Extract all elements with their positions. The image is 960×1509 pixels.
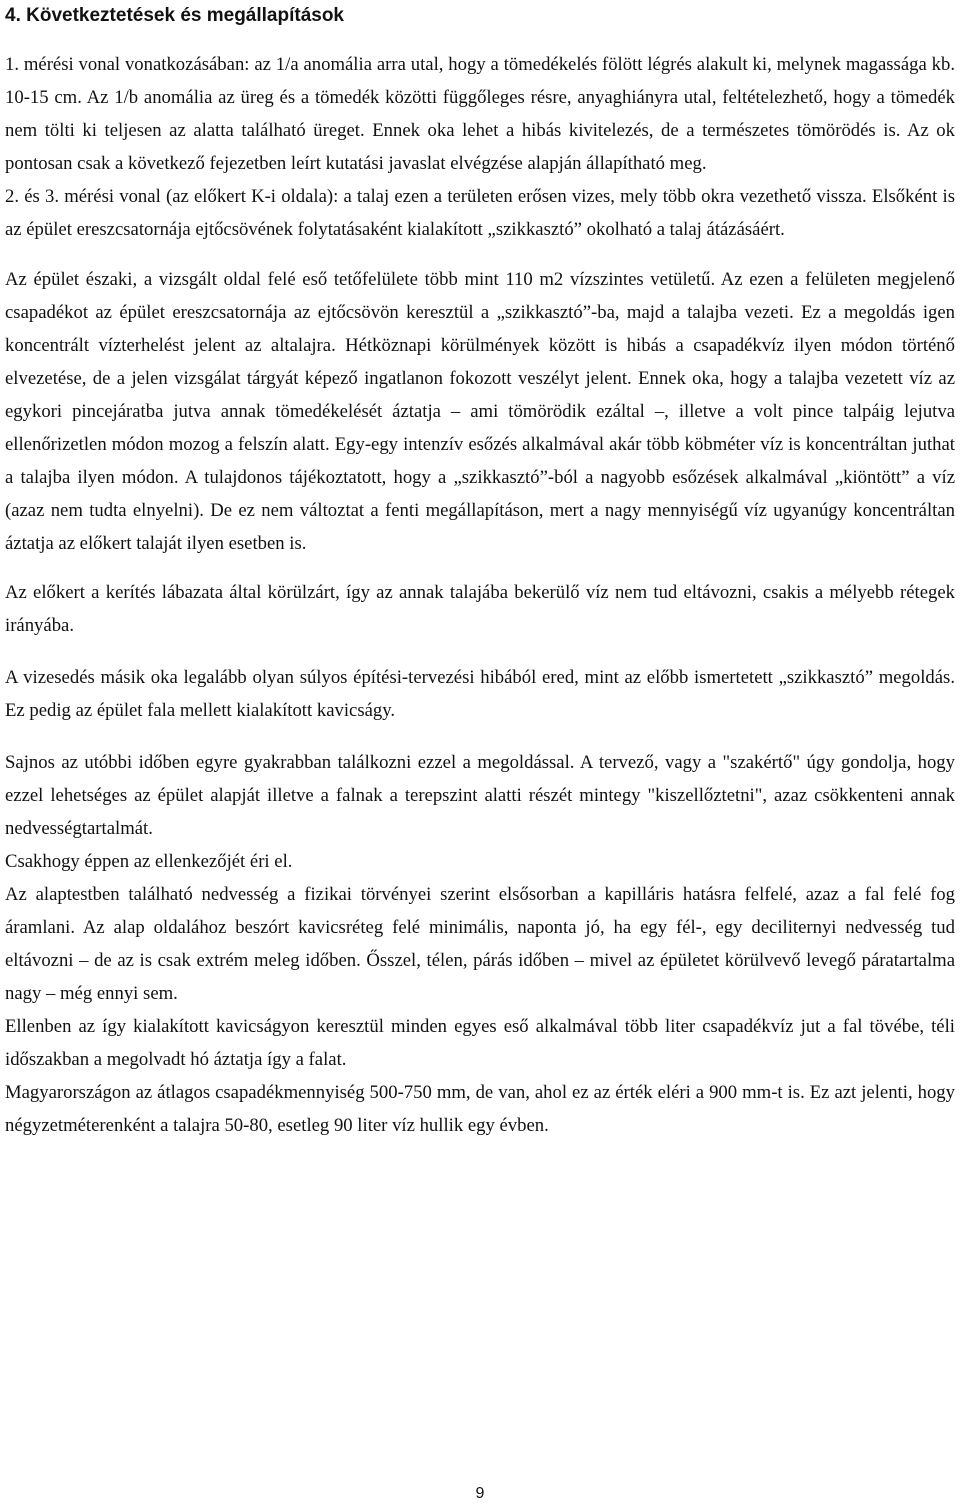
paragraph-measurement-line-1: 1. mérési vonal vonatkozásában: az 1/a anomália arra utal, hogy a tömedékelés fölött légrés alakult ki, melynek magassága kb. 10-15 cm. Az 1/b anomália az üreg és a tömedék közötti függőleges résre, anyaghiányra utal, feltételezhető, hogy a tömedék nem tölti ki teljesen az alatta található üreget. Ennek oka lehet a hibás kivitelezés, de a természetes tömörödés is. Az ok pontosan csak a következő fejezetben leírt kutatási javaslat elvégzése alapján állapítható meg.: [5, 54, 955, 174]
paragraph-capillary-moisture: Az alaptestben található nedvesség a fizikai törvényei szerint elsősorban a kapilláris hatásra felfelé, azaz a fal felé fog áramlani. Az alap oldalához beszórt kavicsréteg felé minimális, naponta jó, ha egy fél-, egy deciliternyi nedvesség tud eltávozni – de az is csak extrém meleg időben. Ősszel, télen, párás időben – mivel az épületet körülvevő levegő páratartalma nagy – még ennyi sem.: [5, 884, 955, 1004]
paragraph-opposite-effect: Csakhogy éppen az ellenkezőjét éri el.: [5, 851, 293, 872]
page-number: 9: [475, 1485, 485, 1502]
paragraph-gravel-bed: A vizesedés másik oka legalább olyan súlyos építési-tervezési hibából ered, mint az előbb ismertetett „szikkasztó” megoldás. Ez pedig az épület fala mellett kialakított kavicságy.: [5, 667, 955, 721]
document-page: [5, 0, 955, 1142]
paragraph-front-garden: Az előkert a kerítés lábazata által körülzárt, így az annak talajába bekerülő víz nem tud eltávozni, csakis a mélyebb rétegek irányába.: [5, 582, 955, 636]
paragraph-rainwater-infiltration: Ellenben az így kialakított kavicságyon keresztül minden egyes eső alkalmával több liter csapadékvíz jut a fal tövébe, téli időszakban a megolvadt hó áztatja így a falat.: [5, 1016, 955, 1070]
paragraph-designer-opinion: Sajnos az utóbbi időben egyre gyakrabban találkozni ezzel a megoldással. A tervező, vagy a "szakértő" úgy gondolja, hogy ezzel lehetséges az épület alapját illetve a falnak a terepszint alatti részét mintegy "kiszellőztetni", azaz csökkenteni annak nedvességtartalmát.: [5, 752, 955, 839]
paragraph-roof-drainage: Az épület északi, a vizsgált oldal felé eső tetőfelülete több mint 110 m2 vízszintes vetületű. Az ezen a felületen megjelenő csapadékot az épület ereszcsatornája az ejtőcsövön keresztül a „szikkasztó”-ba, majd a talajba vezeti. Ez a megoldás igen koncentrált vízterhelést jelent az altalajra. Hétköznapi körülmények között is hibás a csapadékvíz ilyen módon történő elvezetése, de a jelen vizsgálat tárgyát képező ingatlanon fokozott veszélyt jelent. Ennek oka, hogy a talajba vezetett víz az egykori pincejáratba jutva annak tömedékelését áztatja – ami tömörödik ezáltal –, illetve a volt pince talpáig lejutva ellenőrizetlen módon mozog a felszín alatt. Egy-egy intenzív esőzés alkalmával akár több köbméter víz is koncentráltan juthat a talajba ilyen módon. A tulajdonos tájékoztatott, hogy a „szikkasztó”-ból a nagyobb esőzések alkalmával „kiöntött” a víz (azaz nem tudta elnyelni). De ez nem változtat a fenti megállapításon, mert a nagy mennyiségű víz ugyanúgy koncentráltan áztatja az előkert talaját ilyen esetben is.: [5, 269, 955, 554]
paragraph-precipitation-statistics: Magyarországon az átlagos csapadékmennyiség 500-750 mm, de van, ahol ez az érték eléri a 900 mm-t is. Ez azt jelenti, hogy négyzetméterenként a talajra 50-80, esetleg 90 liter víz hullik egy évben.: [5, 1082, 955, 1136]
paragraph-measurement-lines-2-3: 2. és 3. mérési vonal (az előkert K-i oldala): a talaj ezen a területen erősen vizes, mely több okra vezethető vissza. Elsőként is az épület ereszcsatornája ejtőcsövének folytatásaként kialakított „szikkasztó” okolható a talaj átázásáért.: [5, 186, 955, 240]
section-heading: 4. Következtetések és megállapítások: [5, 5, 345, 26]
